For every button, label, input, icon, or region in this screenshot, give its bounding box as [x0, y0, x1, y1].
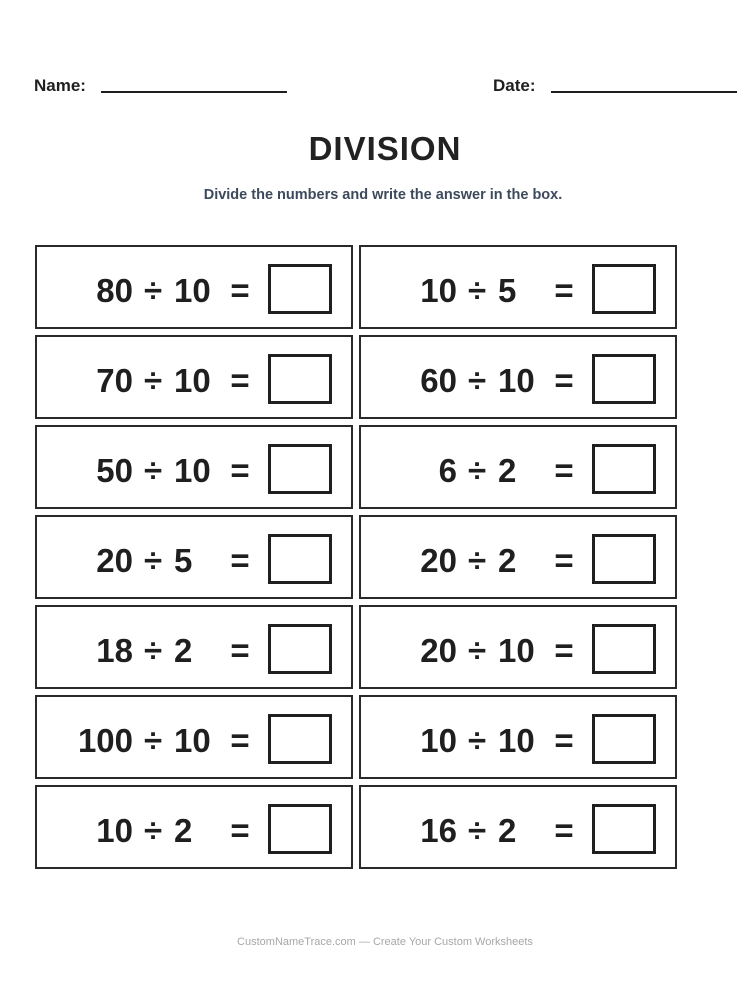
equals-sign: = — [230, 362, 250, 399]
equals-sign: = — [554, 722, 574, 759]
answer-box[interactable] — [592, 354, 656, 404]
equals-sign: = — [230, 722, 250, 759]
name-line[interactable] — [101, 91, 287, 93]
problem-cell — [35, 695, 353, 779]
divisor: 2 — [174, 632, 193, 669]
problem-cell — [359, 785, 677, 869]
answer-box[interactable] — [268, 804, 332, 854]
division-sign: ÷ — [467, 362, 487, 399]
problem-cell — [359, 605, 677, 689]
division-sign: ÷ — [143, 812, 163, 849]
division-sign: ÷ — [143, 632, 163, 669]
problem-cell — [35, 785, 353, 869]
dividend: 10 — [96, 812, 133, 849]
problem-cell — [359, 425, 677, 509]
dividend: 100 — [77, 722, 133, 759]
answer-box[interactable] — [592, 714, 656, 764]
divisor: 2 — [498, 452, 517, 489]
divisor: 2 — [174, 812, 193, 849]
answer-box[interactable] — [592, 624, 656, 674]
answer-box[interactable] — [268, 534, 332, 584]
equals-sign: = — [554, 272, 574, 309]
name-label: Name: — [34, 76, 86, 95]
answer-box[interactable] — [268, 264, 332, 314]
dividend: 80 — [96, 272, 133, 309]
equals-sign: = — [230, 812, 250, 849]
divisor: 10 — [174, 362, 211, 399]
answer-box[interactable] — [592, 264, 656, 314]
problem-grid — [35, 245, 682, 874]
equals-sign: = — [554, 632, 574, 669]
dividend: 20 — [96, 542, 133, 579]
division-sign: ÷ — [143, 362, 163, 399]
dividend: 6 — [438, 452, 457, 489]
equals-sign: = — [230, 452, 250, 489]
footer-credit: CustomNameTrace.com — Create Your Custom Worksheets — [237, 936, 533, 948]
date-label: Date: — [493, 76, 536, 95]
dividend: 20 — [420, 632, 457, 669]
dividend: 10 — [420, 272, 457, 309]
dividend: 50 — [96, 452, 133, 489]
answer-box[interactable] — [592, 804, 656, 854]
divisor: 10 — [498, 632, 535, 669]
equals-sign: = — [554, 542, 574, 579]
divisor: 10 — [174, 272, 211, 309]
answer-box[interactable] — [592, 444, 656, 494]
problem-cell — [359, 515, 677, 599]
division-sign: ÷ — [467, 812, 487, 849]
division-sign: ÷ — [143, 542, 163, 579]
divisor: 5 — [174, 542, 193, 579]
answer-box[interactable] — [268, 354, 332, 404]
equals-sign: = — [554, 362, 574, 399]
dividend: 18 — [96, 632, 133, 669]
divisor: 5 — [498, 272, 517, 309]
dividend: 70 — [96, 362, 133, 399]
dividend: 10 — [420, 722, 457, 759]
problem-cell — [35, 425, 353, 509]
answer-box[interactable] — [592, 534, 656, 584]
answer-box[interactable] — [268, 714, 332, 764]
division-sign: ÷ — [467, 452, 487, 489]
dividend: 16 — [420, 812, 457, 849]
division-sign: ÷ — [467, 722, 487, 759]
answer-box[interactable] — [268, 624, 332, 674]
division-sign: ÷ — [467, 632, 487, 669]
problem-cell — [35, 605, 353, 689]
division-sign: ÷ — [467, 542, 487, 579]
problem-cell — [359, 245, 677, 329]
instructions: Divide the numbers and write the answer in the box. — [203, 187, 563, 203]
equals-sign: = — [554, 452, 574, 489]
problem-cell — [35, 515, 353, 599]
problem-cell — [359, 695, 677, 779]
date-line[interactable] — [551, 91, 737, 93]
worksheet-title: DIVISION — [308, 130, 462, 167]
divisor: 2 — [498, 812, 517, 849]
problem-cell — [359, 335, 677, 419]
division-sign: ÷ — [467, 272, 487, 309]
dividend: 60 — [420, 362, 457, 399]
divisor: 10 — [174, 452, 211, 489]
divisor: 10 — [498, 362, 535, 399]
division-sign: ÷ — [143, 272, 163, 309]
division-sign: ÷ — [143, 452, 163, 489]
division-sign: ÷ — [143, 722, 163, 759]
answer-box[interactable] — [268, 444, 332, 494]
problem-cell — [35, 245, 353, 329]
equals-sign: = — [230, 542, 250, 579]
dividend: 20 — [420, 542, 457, 579]
equals-sign: = — [230, 272, 250, 309]
divisor: 2 — [498, 542, 517, 579]
divisor: 10 — [498, 722, 535, 759]
problem-cell — [35, 335, 353, 419]
equals-sign: = — [230, 632, 250, 669]
equals-sign: = — [554, 812, 574, 849]
divisor: 10 — [174, 722, 211, 759]
